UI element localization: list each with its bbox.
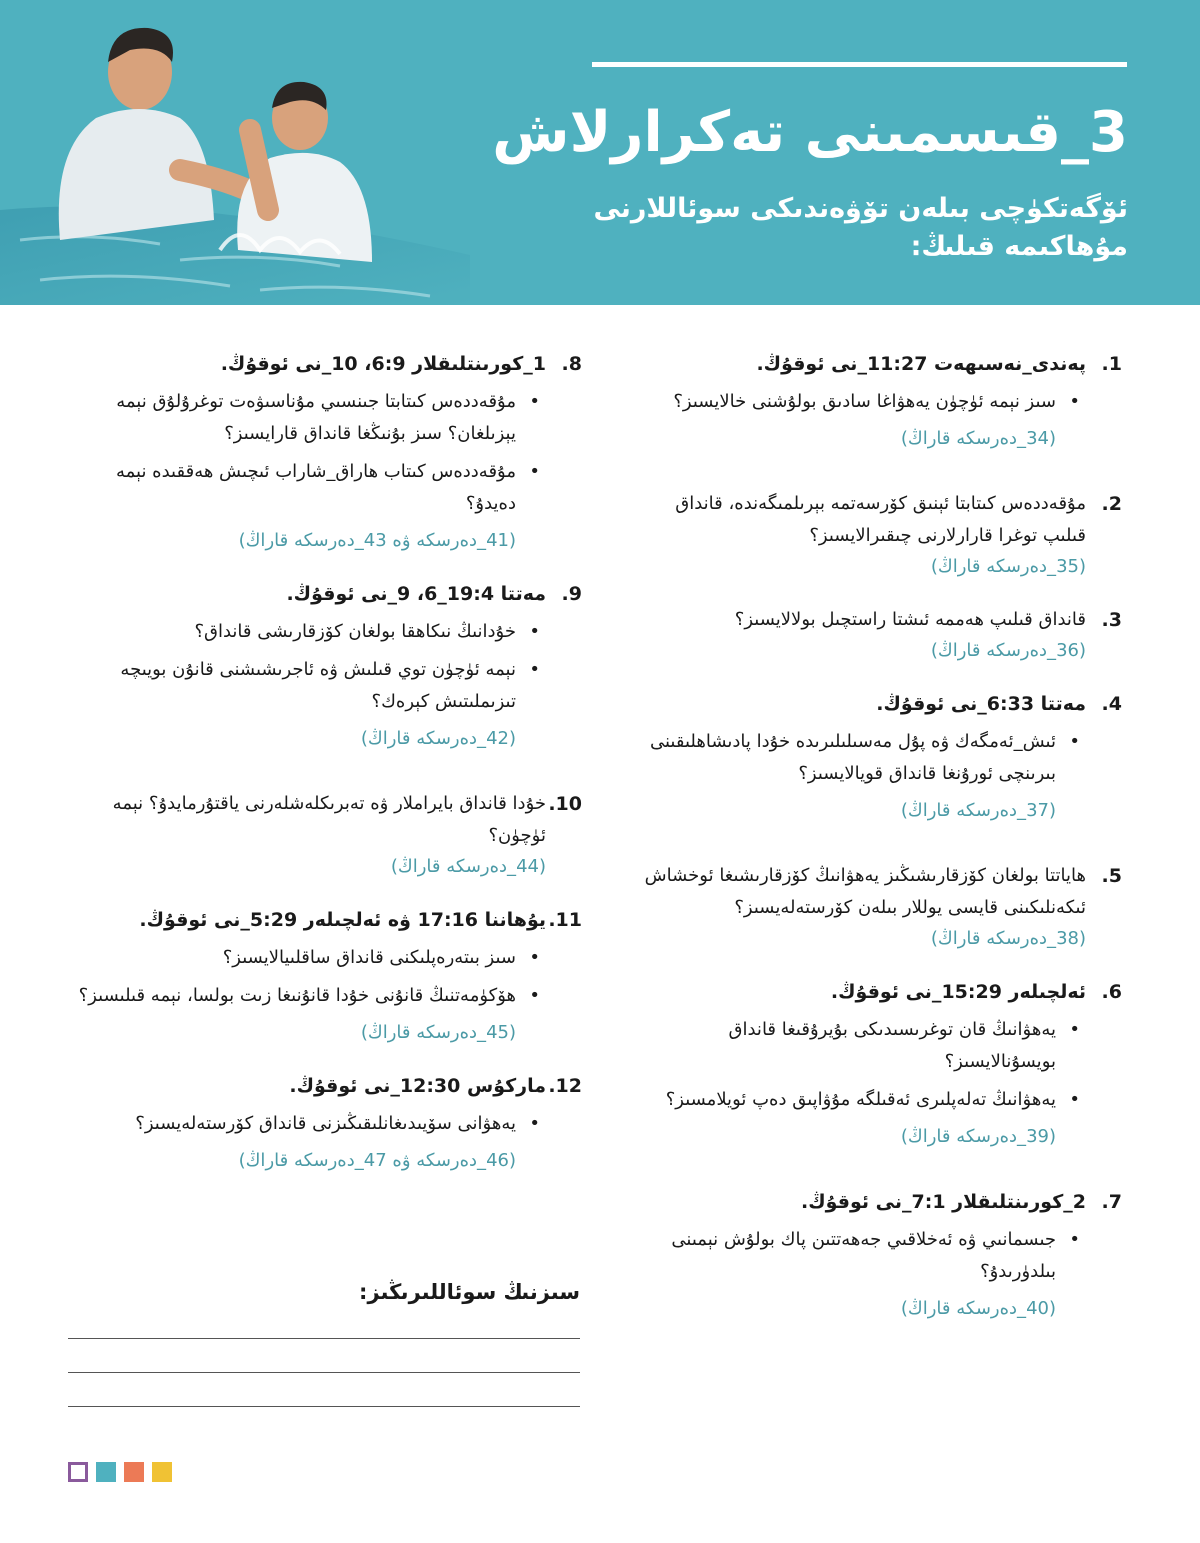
question-6: 6. ئەلچىلەر 15:29_نى ئوقۇڭ. • يەھۋانىڭ قان توغرىسىدىكى بۇيرۇقىغا قانداق بويسۇنالايسىز؟ • يەھۋانىڭ تەلەپلىرى ئەقىلگە مۇۋاپىق دەپ ئويلامسىز؟ (39_دەرسكە قاراڭ) [640,976,1122,1152]
question-heading: يۇھاننا 17:16 ۋە ئەلچىلەر 5:29_نى ئوقۇڭ. [139,909,546,931]
question-heading: ماركۇس 12:30_نى ئوقۇڭ. [289,1075,546,1097]
question-7: 7. 2_كورىنتلىقلار 7:1_نى ئوقۇڭ. • جىسمانىي ۋە ئەخلاقىي جەھەتتىن پاك بولۇش نېمىنى بىلدۈرىدۇ؟ (40_دەرسكە قاراڭ) [640,1186,1122,1324]
lesson-reference: (36_دەرسكە قاراڭ) [930,640,1086,661]
lesson-reference: (46_دەرسكە ۋە 47_دەرسكە قاراڭ) [238,1150,516,1171]
question-4: 4. مەتتا 6:33_نى ئوقۇڭ. • ئىش_ئەمگەك ۋە پۇل مەسىلىلىرىدە خۇدا پادىشاھلىقىنى بىرىنچى ئورۇنغا قانداق قويالايسىز؟ (37_دەرسكە قاراڭ) [640,688,1122,826]
question-11: 11. يۇھاننا 17:16 ۋە ئەلچىلەر 5:29_نى ئوقۇڭ. • سىز بىتەرەپلىكنى قانداق ساقلىيالايسىز؟ • ھۆكۈمەتنىڭ قانۇنى خۇدا قانۇنىغا زىت بولسا، نېمە قىلىسىز؟ (45_دەرسكە قاراڭ) [62,904,582,1048]
question-heading: مەتتا 19:4_6، 9_نى ئوقۇڭ. [286,583,546,605]
question-bullet: • مۇقەددەس كىتاب ھاراق_شاراب ئىچىش ھەققىدە نېمە دەيدۇ؟ [62,456,546,520]
questions-column-left [62,348,582,1198]
baptism-photo [0,0,470,305]
question-bullet: • نېمە ئۈچۈن توي قىلىش ۋە ئاجرىشىشنى قانۇن بويىچە تىزىملىتىش كېرەك؟ [62,654,546,718]
lesson-reference: (37_دەرسكە قاراڭ) [900,800,1056,821]
question-3: 3. قانداق قىلىپ ھەممە ئىشتا راستچىل بولالايسىز؟ (36_دەرسكە قاراڭ) [640,604,1122,666]
question-bullet: • يەھۋانىڭ تەلەپلىرى ئەقىلگە مۇۋاپىق دەپ ئويلامسىز؟ [640,1084,1086,1116]
question-10: 10. خۇدا قانداق بايراملار ۋە تەبرىكلەشلەرنى ياقتۇرمايدۇ؟ نېمە ئۈچۈن؟ (44_دەرسكە قاراڭ) [62,788,582,882]
question-bullet: • يەھۋانىڭ قان توغرىسىدىكى بۇيرۇقىغا قانداق بويسۇنالايسىز؟ [640,1014,1086,1078]
lesson-reference: (42_دەرسكە قاراڭ) [360,728,516,749]
header-rule [592,62,1127,67]
lesson-reference: (45_دەرسكە قاراڭ) [360,1022,516,1043]
question-heading: ئەلچىلەر 15:29_نى ئوقۇڭ. [830,981,1086,1003]
footer-square-yellow [152,1462,172,1482]
question-bullet: • جىسمانىي ۋە ئەخلاقىي جەھەتتىن پاك بولۇش نېمىنى بىلدۈرىدۇ؟ [640,1224,1086,1288]
question-9: 9. مەتتا 19:4_6، 9_نى ئوقۇڭ. • خۇدانىڭ نىكاھقا بولغان كۆزقارىشى قانداق؟ • نېمە ئۈچۈن توي قىلىش ۋە ئاجرىشىشنى قانۇن بويىچە تىزىملىتىش كېرەك؟ (42_دەرسكە قاراڭ) [62,578,582,754]
lesson-reference: (34_دەرسكە قاراڭ) [900,428,1056,449]
writing-line [68,1372,580,1373]
header-banner [0,0,1200,305]
question-bullet: • خۇدانىڭ نىكاھقا بولغان كۆزقارىشى قانداق؟ [62,616,546,648]
question-bullet: • مۇقەددەس كىتابتا جىنسىي مۇناسىۋەت توغرۇلۇق نېمە يېزىلغان؟ سىز بۇنىڭغا قانداق قارايسىز؟ [62,386,546,450]
question-text: خۇدا قانداق بايراملار ۋە تەبرىكلەشلەرنى ياقتۇرمايدۇ؟ نېمە ئۈچۈن؟ [112,793,546,846]
lesson-reference: (44_دەرسكە قاراڭ) [390,856,546,877]
question-bullet: • ئىش_ئەمگەك ۋە پۇل مەسىلىلىرىدە خۇدا پادىشاھلىقىنى بىرىنچى ئورۇنغا قانداق قويالايسىز؟ [640,726,1086,790]
question-heading: 2_كورىنتلىقلار 7:1_نى ئوقۇڭ. [800,1191,1086,1213]
lesson-reference: (38_دەرسكە قاراڭ) [930,928,1086,949]
lesson-reference: (39_دەرسكە قاراڭ) [900,1126,1056,1147]
writing-line [68,1406,580,1407]
questions-column-right [640,348,1122,1346]
page-subtitle: ئۆگەتكۈچى بىلەن تۆۋەندىكى سوئاللارنى مۇھاكىمە قىلىڭ: [593,193,1128,262]
lesson-reference: (41_دەرسكە ۋە 43_دەرسكە قاراڭ) [238,530,516,551]
footer-square-purple [68,1462,88,1482]
page-title: 3_قىسمىنى تەكرارلاش [492,100,1128,165]
footer-square-teal [96,1462,116,1482]
lesson-reference: (40_دەرسكە قاراڭ) [900,1298,1056,1319]
question-heading: مەتتا 6:33_نى ئوقۇڭ. [876,693,1086,715]
question-bullet: • سىز نېمە ئۈچۈن يەھۋاغا سادىق بولۇشنى خالايسىز؟ [640,386,1086,418]
footer-square-orange [124,1462,144,1482]
question-bullet: • سىز بىتەرەپلىكنى قانداق ساقلىيالايسىز؟ [62,942,546,974]
question-8: 8. 1_كورىنتلىقلار 6:9، 10_نى ئوقۇڭ. • مۇقەددەس كىتابتا جىنسىي مۇناسىۋەت توغرۇلۇق نېمە يېزىلغان؟ سىز بۇنىڭغا قانداق قارايسىز؟ • مۇقەددەس كىتاب ھاراق_شاراب ئىچىش ھەققىدە نېمە دەيدۇ؟ (41_دەرسكە ۋە 43_دەرسكە قاراڭ) [62,348,582,556]
question-bullet: • ھۆكۈمەتنىڭ قانۇنى خۇدا قانۇنىغا زىت بولسا، نېمە قىلىسىز؟ [62,980,546,1012]
question-12: 12. ماركۇس 12:30_نى ئوقۇڭ. • يەھۋانى سۆيىدىغانلىقىڭىزنى قانداق كۆرستەلەيسىز؟ (46_دەرسكە ۋە 47_دەرسكە قاراڭ) [62,1070,582,1176]
writing-line [68,1338,580,1339]
question-text: قانداق قىلىپ ھەممە ئىشتا راستچىل بولالايسىز؟ [734,609,1086,630]
question-2: 2. مۇقەددەس كىتابتا ئېنىق كۆرسەتمە بېرىلمىگەندە، قانداق قىلىپ توغرا قارارلارنى چىقىرالايسىز؟ (35_دەرسكە قاراڭ) [640,488,1122,582]
your-questions-label: سىزنىڭ سوئاللىرىڭىز: [359,1280,580,1304]
question-bullet: • يەھۋانى سۆيىدىغانلىقىڭىزنى قانداق كۆرستەلەيسىز؟ [62,1108,546,1140]
lesson-reference: (35_دەرسكە قاراڭ) [930,556,1086,577]
question-heading: 1_كورىنتلىقلار 6:9، 10_نى ئوقۇڭ. [220,353,546,375]
question-text: ھاياتتا بولغان كۆزقارىشىڭىز يەھۋانىڭ كۆزقارىشىغا ئوخشاش ئىكەنلىكىنى قايسى يوللار بىلەن كۆرستەلەيسىز؟ [644,865,1086,918]
question-heading: پەندى_نەسىھەت 11:27_نى ئوقۇڭ. [756,353,1086,375]
question-5: 5. ھاياتتا بولغان كۆزقارىشىڭىز يەھۋانىڭ كۆزقارىشىغا ئوخشاش ئىكەنلىكىنى قايسى يوللار بىلەن كۆرستەلەيسىز؟ (38_دەرسكە قاراڭ) [640,860,1122,954]
question-text: مۇقەددەس كىتابتا ئېنىق كۆرسەتمە بېرىلمىگەندە، قانداق قىلىپ توغرا قارارلارنى چىقىرالايسىز؟ [675,493,1086,546]
question-1: 1. پەندى_نەسىھەت 11:27_نى ئوقۇڭ. • سىز نېمە ئۈچۈن يەھۋاغا سادىق بولۇشنى خالايسىز؟ (34_دەرسكە قاراڭ) [640,348,1122,454]
